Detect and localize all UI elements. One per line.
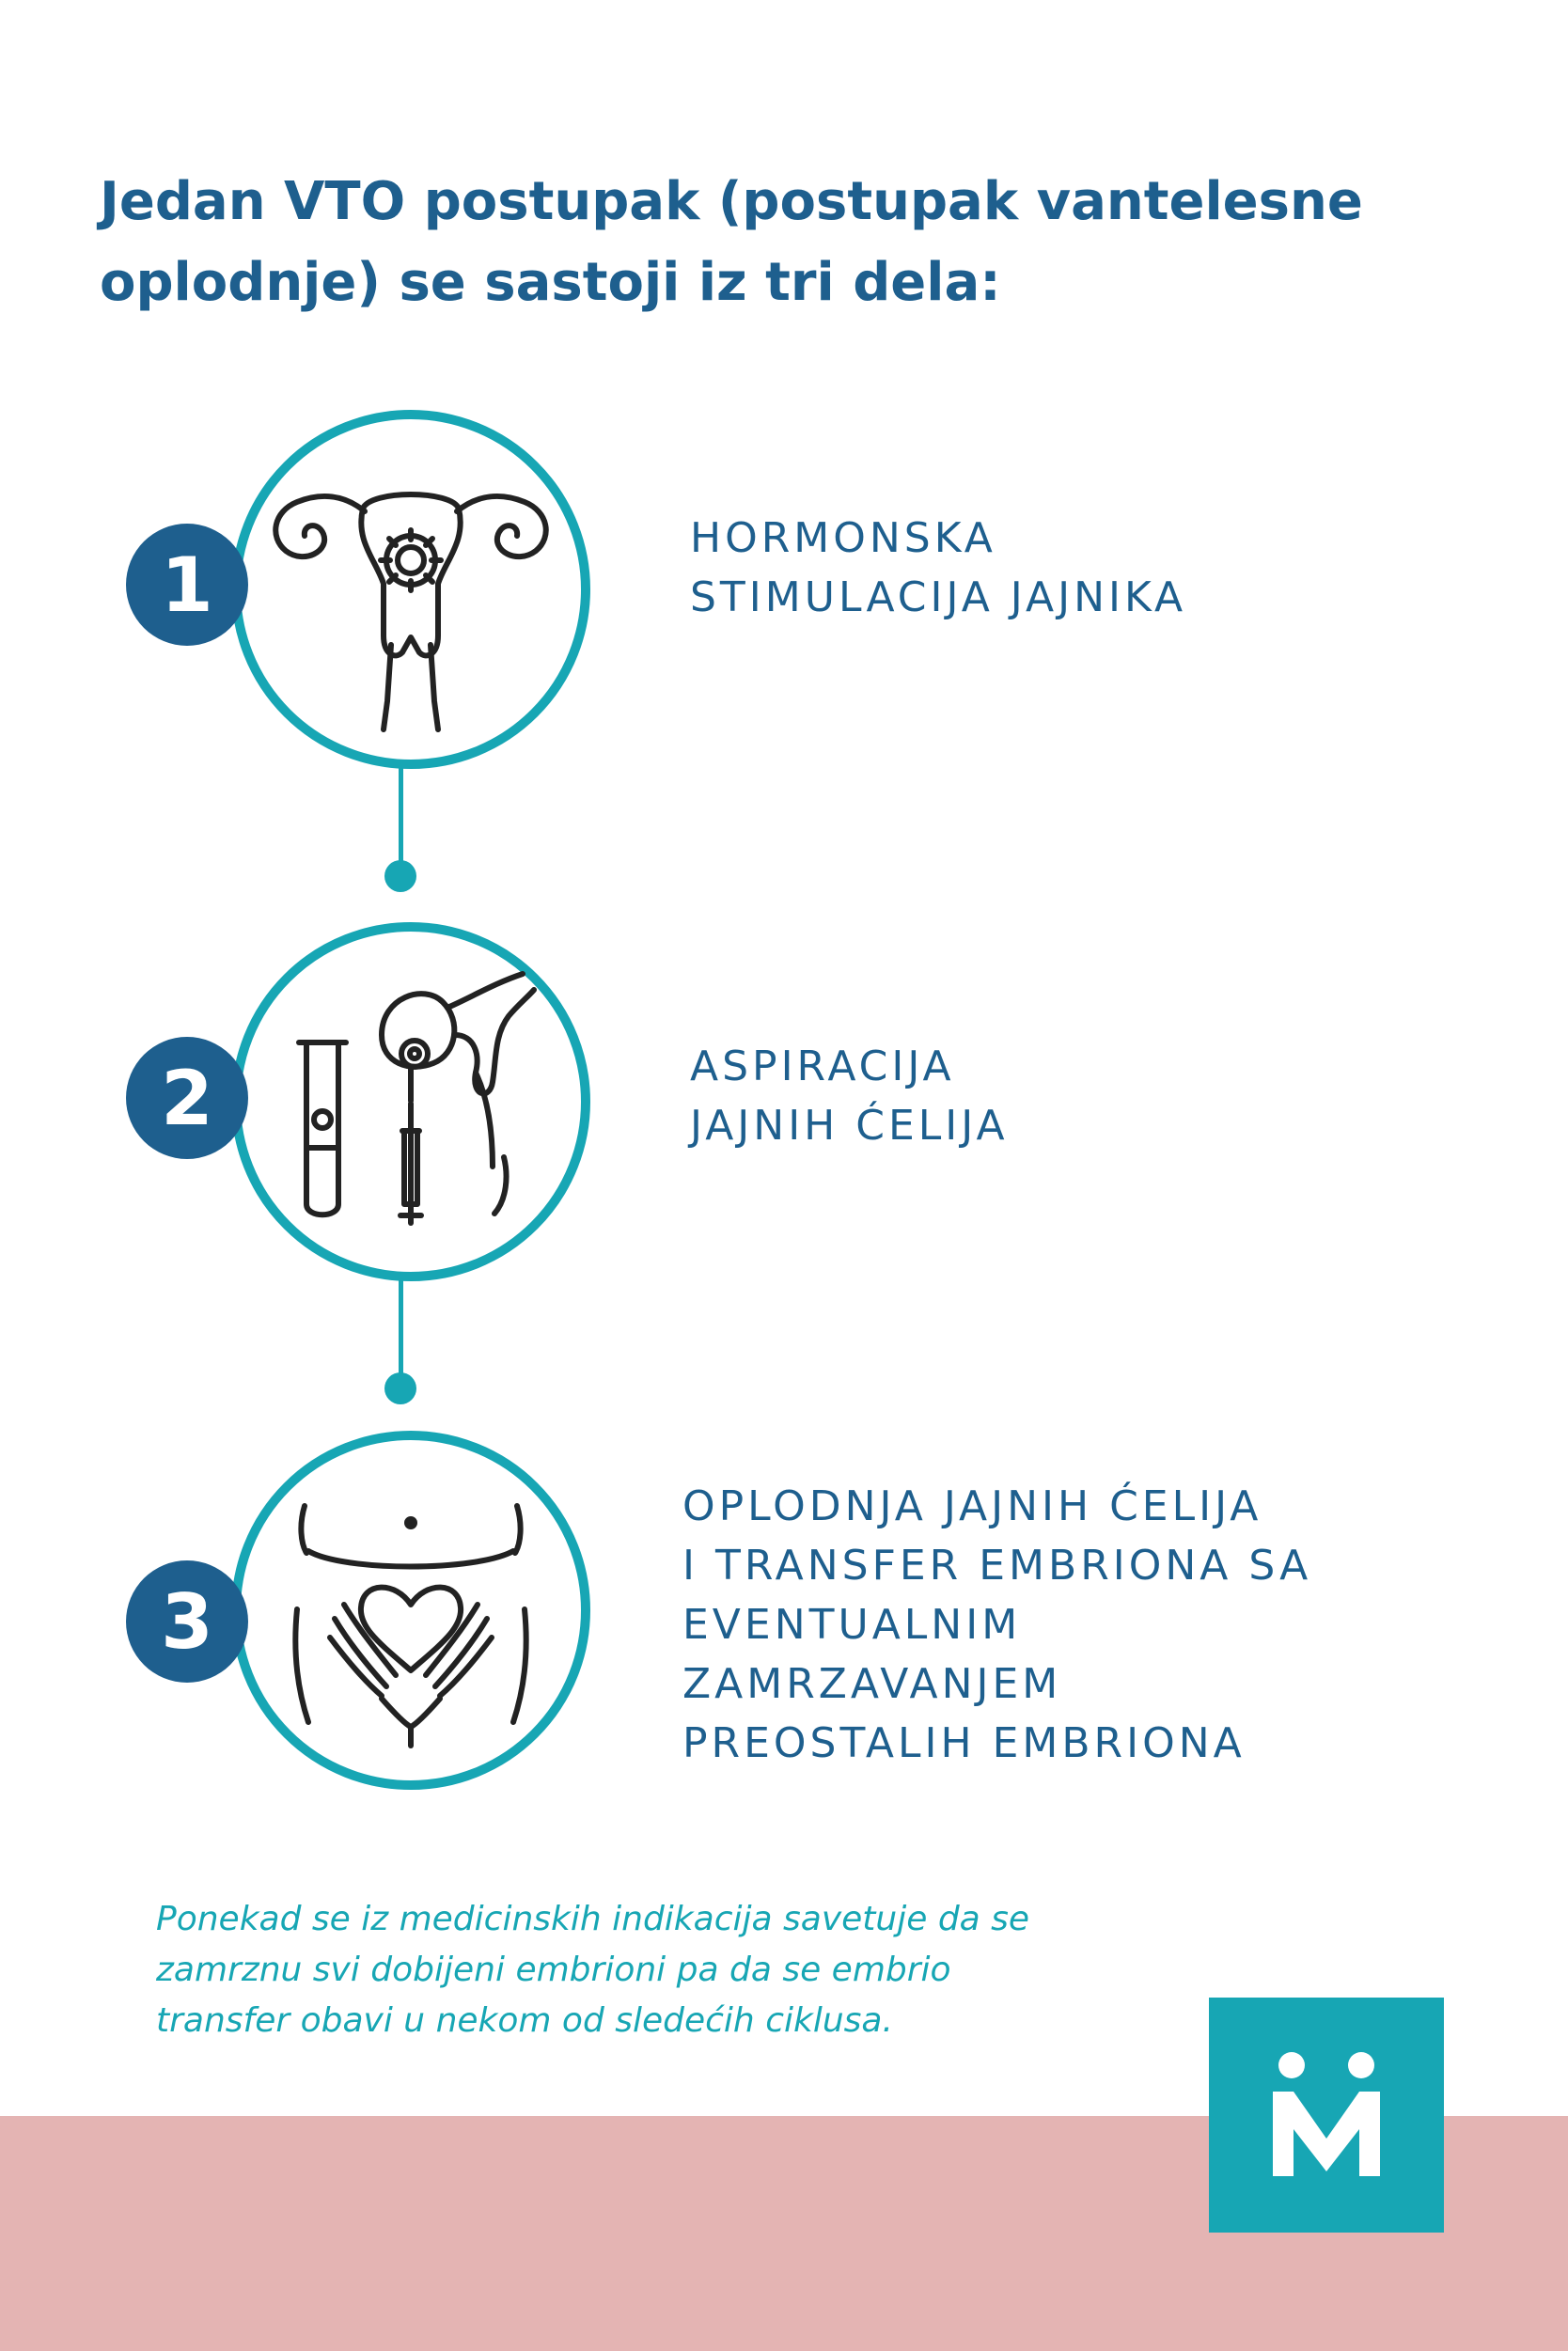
step-3-line-3: EVENTUALNIM [682, 1601, 1022, 1649]
connector-line-1 [399, 752, 403, 876]
step-2-circle [231, 922, 590, 1281]
step-1-text [690, 509, 1536, 627]
step-3-line-4: ZAMRZAVANJEM [682, 1660, 1062, 1708]
step-3-number-badge: 3 [126, 1560, 248, 1683]
step-3-line-5: PREOSTALIH EMBRIONA [682, 1719, 1246, 1767]
step-3-circle [231, 1431, 590, 1790]
step-2-text [690, 1037, 1536, 1155]
footnote-line-1: Ponekad se iz medicinskih indikacija savetuje da se [156, 1900, 1030, 1938]
ovary-syringe-tube-icon [241, 932, 581, 1272]
connector-dot-2 [384, 1372, 416, 1404]
step-1-number-badge: 1 [126, 524, 248, 646]
uterus-gear-icon [241, 419, 581, 760]
clinic-logo-icon [1209, 1998, 1444, 2233]
step-1-circle [231, 410, 590, 769]
footnote [156, 1894, 1190, 2046]
page-title [100, 162, 1510, 323]
step-3-line-1: OPLODNJA JAJNIH ĆELIJA [682, 1482, 1262, 1530]
heart-hands-belly-icon [241, 1440, 581, 1780]
step-1-line-1: HORMONSKA [690, 514, 996, 562]
connector-line-2 [399, 1264, 403, 1388]
step-2-number-badge: 2 [126, 1037, 248, 1159]
step-2-line-1: ASPIRACIJA [690, 1042, 955, 1090]
step-1-line-2: STIMULACIJA JAJNIKA [690, 573, 1187, 621]
step-3-line-2: I TRANSFER EMBRIONA SA [682, 1542, 1312, 1590]
step-2-line-2: JAJNIH ĆELIJA [690, 1102, 1009, 1150]
connector-dot-1 [384, 860, 416, 892]
title-line-1: Jedan VTO postupak (postupak vantelesne [100, 171, 1363, 232]
footnote-line-2: zamrznu svi dobijeni embrioni pa da se embrio [156, 1951, 951, 1989]
step-3-text [682, 1477, 1529, 1773]
title-line-2: oplodnje) se sastoji iz tri dela: [100, 252, 1001, 313]
footnote-line-3: transfer obavi u nekom od sledećih ciklusa. [156, 2001, 893, 2040]
clinic-logo [1209, 1998, 1444, 2233]
